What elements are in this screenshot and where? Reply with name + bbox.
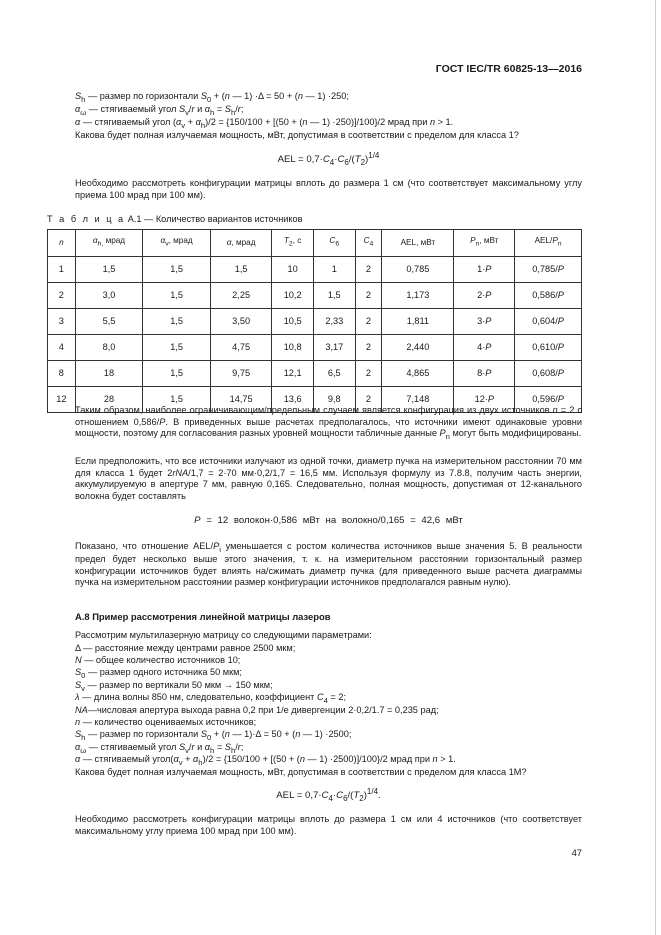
- intro-line-3: α — стягиваемый угол $(\alpha_v + \alpha_h)/2 = \{150/100 + [(50 + (n$ — 1) ·250)]/100}/2 мрад при n > 1.: [75, 117, 454, 130]
- intro-line-2: $\alpha_\omega$ — стягиваемый угол $S_v/r$ и $\alpha_h = S_h/r$;: [75, 104, 244, 117]
- table-cell: 3,50: [210, 309, 271, 335]
- paragraph-limiting-case: Таким образом, наиболее ограничивающим/предельным случаем является конфигурация из двух источников n = 2 с отношением 0,586/P. В приведенных выше расчетах предполагалось, что источники имеют одинаковые уровни мощности, поэтому для согласования разных уровней мощности табличные данные $P_n$ могут быть модифицированы.: [75, 405, 583, 441]
- table-cell: 4: [48, 335, 76, 361]
- table-cell: 1·P: [454, 257, 515, 283]
- formula-ael-1: AEL = $0,7\cdot C_4\cdot C_6/(T_2)^{1/4}$: [277, 151, 380, 168]
- table-cell: 1,5: [143, 257, 211, 283]
- table-row: [48, 335, 582, 361]
- table-cell: 7,148: [382, 387, 454, 413]
- col-t2: $T_2$, с: [272, 230, 314, 257]
- table-cell: 0,604/P: [515, 309, 582, 335]
- param-line-7: NA—числовая апертура выхода равна 0,2 при 1/e дивергенции 2·0,2/1.7 = 0,235 рад;: [75, 705, 439, 715]
- table-cell: 6,5: [313, 361, 355, 387]
- param-line-11: α — стягиваемый $угол(\alpha_v + \alpha_h)/2 = \{150/100 + [(50 + (n$ — 1) ·2500)]/100}/2 мрад при n > 1.: [75, 754, 456, 767]
- table-cell: 4,865: [382, 361, 454, 387]
- table-cell: 14,75: [210, 387, 271, 413]
- table-cell: 10: [272, 257, 314, 283]
- paragraph-config-limit-2: Необходимо рассмотреть конфигурации матрицы вплоть до размера 1 см или 4 источников (что соответствует максимальному углу приема 100 мрад при 100 мм).: [75, 814, 582, 836]
- table-cell: 12·P: [454, 387, 515, 413]
- table-cell: 1,5: [143, 361, 211, 387]
- table-cell: 2·P: [454, 283, 515, 309]
- table-cell: 2,33: [313, 309, 355, 335]
- paragraph-config-limit: Необходимо рассмотреть конфигурации матрицы вплоть до размера 1 см (что соответствует максимальному углу приема 100 мрад при 100 мм).: [75, 178, 582, 200]
- table-cell: 8: [48, 361, 76, 387]
- table-cell: 5,5: [75, 309, 143, 335]
- table-cell: 1,5: [313, 283, 355, 309]
- table-cell: 3,17: [313, 335, 355, 361]
- table-row: [48, 309, 582, 335]
- section-heading-a8: А.8 Пример рассмотрения линейной матрицы лазеров: [75, 611, 331, 622]
- table-cell: 0,608/P: [515, 361, 582, 387]
- table-cell: 2: [355, 387, 382, 413]
- formula-ael-2: AEL = $0,7\cdot C_4\cdot C_6/(T_2)^{1/4}$.: [276, 787, 381, 804]
- page-number: 47: [571, 847, 582, 858]
- table-cell: 1,5: [143, 387, 211, 413]
- table-cell: 1: [313, 257, 355, 283]
- table-cell: 2: [48, 283, 76, 309]
- document-header: ГОСТ IEC/TR 60825-13—2016: [435, 63, 582, 75]
- table-cell: 2: [355, 335, 382, 361]
- table-cell: 2: [355, 257, 382, 283]
- table-cell: 1: [48, 257, 76, 283]
- table-cell: 0,785/P: [515, 257, 582, 283]
- table-cell: 0,785: [382, 257, 454, 283]
- table-cell: 3: [48, 309, 76, 335]
- table-cell: 4·P: [454, 335, 515, 361]
- param-line-12: Какова будет полная излучаемая мощность, мВт, допустимая в соответствии с пределом для класса 1М?: [75, 767, 527, 777]
- col-c4: $C_4$: [355, 230, 382, 257]
- table-cell: 2: [355, 283, 382, 309]
- col-c6: $C_6$: [313, 230, 355, 257]
- param-line-10: $\alpha_\omega$ — стягиваемый угол $S_v/r$ и $\alpha_h = S_h/r$;: [75, 742, 244, 755]
- table-cell: 2: [355, 309, 382, 335]
- param-line-6: λ — длина волны 850 нм, следовательно, коэффициент $C_4 = 2$;: [75, 692, 346, 705]
- table-cell: 12: [48, 387, 76, 413]
- paragraph-ratio-decrease: Показано, что отношение AEL/$P_i$ уменьшается с ростом количества источников выше значения 5. В реальности предел будет несколько выше этого значения, т. к. на измерительном расстоянии горизонтальный размер конфигурации источников будет влиять на/сжимать диаметр пучка (для приведенного выше расчета диаграммы пучка на измерительном расстоянии размер конфигурации источников предполагался равным нулю).: [75, 541, 583, 588]
- table-cell: 3·P: [454, 309, 515, 335]
- table-caption: Т а б л и ц а А.1 — Количество вариантов источников: [47, 214, 303, 224]
- col-n: n: [48, 230, 76, 257]
- param-line-5: $S_v$ — размер по вертикали 50 мкм → 150 мкм;: [75, 680, 273, 693]
- table-cell: 1,5: [143, 335, 211, 361]
- table-cell: 9,75: [210, 361, 271, 387]
- col-alpha-v: $\alpha_v$, мрад: [143, 230, 211, 257]
- table-cell: 4,75: [210, 335, 271, 361]
- table-cell: 13,6: [272, 387, 314, 413]
- table-header-row: [48, 230, 582, 257]
- intro-line-4: Какова будет полная излучаемая мощность, мВт, допустимая в соответствии с пределом для класса 1?: [75, 130, 519, 140]
- table-cell: 10,2: [272, 283, 314, 309]
- formula-total-power: P = 12 волокон·0,586 мВт на волокно/0,165 = 42,6 мВт: [194, 515, 463, 526]
- table-cell: 28: [75, 387, 143, 413]
- col-ael: AEL, мВт: [382, 230, 454, 257]
- table-cell: 1,5: [75, 257, 143, 283]
- col-alpha: α, мрад: [210, 230, 271, 257]
- table-cell: 8·P: [454, 361, 515, 387]
- param-line-8: n — количество оцениваемых источников;: [75, 717, 257, 727]
- param-line-3: N — общее количество источников 10;: [75, 655, 241, 665]
- table-cell: 9,8: [313, 387, 355, 413]
- table-cell: 0,586/P: [515, 283, 582, 309]
- table-cell: 0,596/P: [515, 387, 582, 413]
- param-line-1: Рассмотрим мультилазерную матрицу со следующими параметрами:: [75, 630, 372, 640]
- param-line-4: $S_0$ — размер одного источника 50 мкм;: [75, 667, 242, 680]
- table-cell: 1,811: [382, 309, 454, 335]
- sources-table: [47, 229, 582, 413]
- table-cell: 12,1: [272, 361, 314, 387]
- table-cell: 8,0: [75, 335, 143, 361]
- table-cell: 18: [75, 361, 143, 387]
- table-cell: 1,5: [143, 283, 211, 309]
- table-cell: 0,610/P: [515, 335, 582, 361]
- paragraph-beam-diameter: Если предположить, что все источники излучают из одной точки, диаметр пучка на измерительном расстоянии 70 мм для класса 1 будет 2rNA/1,7 = 2·70 мм·0,2/1,7 = 16,5 мм. Используя формулу из 7.8.8, получим часть энергии, аккумулируемую в апертуре 7 мм, равную 0,165. Следовательно, полная мощность, допустимая от 12-канального волокна будет составлять: [75, 456, 582, 501]
- param-line-9: $S_h$ — размер по горизонтали $S_0 + (n$ — 1)·Δ = 50 + (n — 1) ·2500;: [75, 729, 352, 742]
- table-cell: 3,0: [75, 283, 143, 309]
- col-alpha-h: $\alpha_{h,}$ мрад: [75, 230, 143, 257]
- table-cell: 2,440: [382, 335, 454, 361]
- intro-line-1: $S_h$ — размер по горизонтали $S_0 + (n$ — 1) ·Δ = 50 + (n — 1) ·250;: [75, 91, 349, 104]
- col-pn: $P_n$, мВт: [454, 230, 515, 257]
- table-cell: 1,5: [143, 309, 211, 335]
- col-ael-pn: AEL/$P_n$: [515, 230, 582, 257]
- table-cell: 2,25: [210, 283, 271, 309]
- table-row: [48, 257, 582, 283]
- table-cell: 2: [355, 361, 382, 387]
- table-row: [48, 361, 582, 387]
- table-cell: 1,5: [210, 257, 271, 283]
- table-cell: 1,173: [382, 283, 454, 309]
- table-cell: 10,5: [272, 309, 314, 335]
- table-cell: 10,8: [272, 335, 314, 361]
- table-row: [48, 283, 582, 309]
- param-line-2: Δ — расстояние между центрами равное 2500 мкм;: [75, 643, 296, 653]
